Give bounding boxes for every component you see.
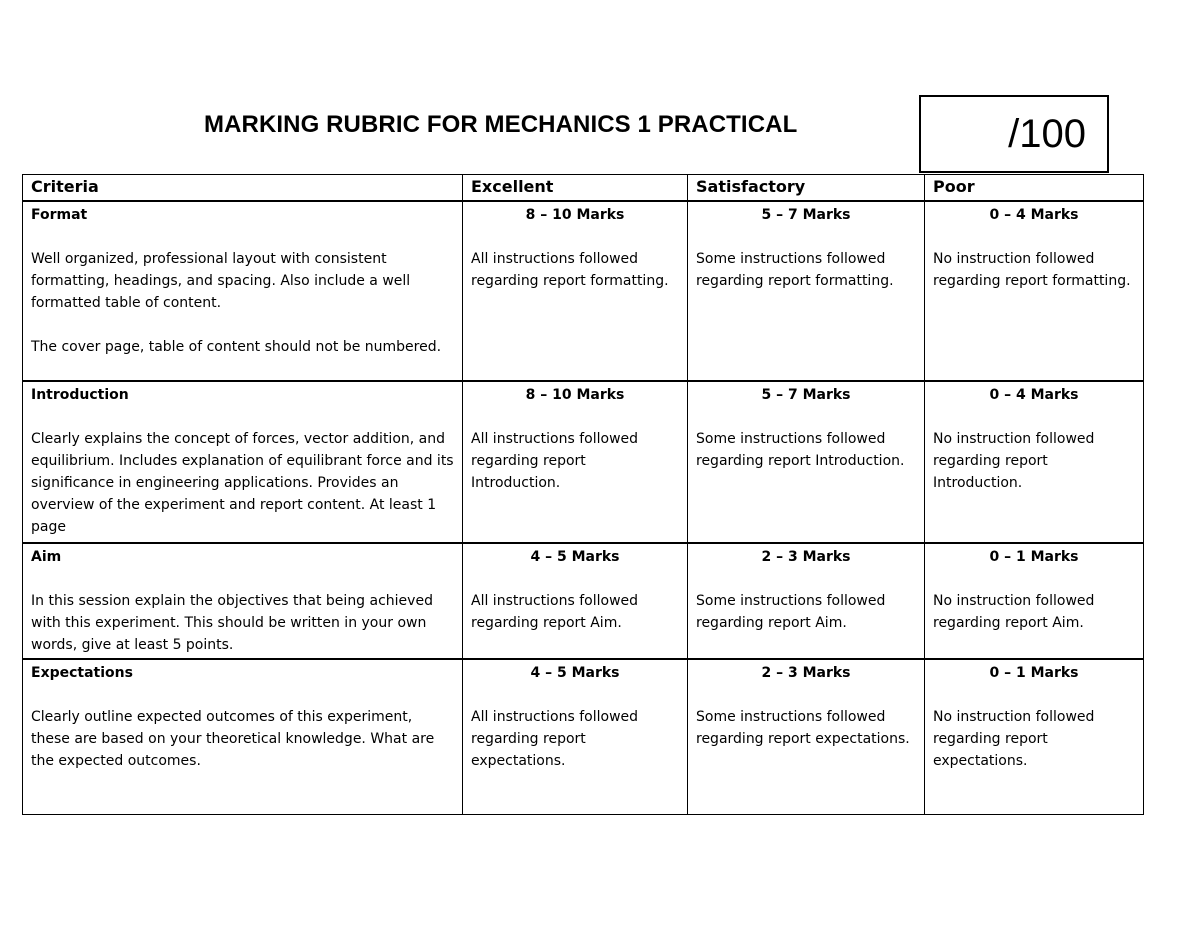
poor-cell [925,381,1144,543]
satisfactory-cell [688,201,925,381]
table-row [23,543,1144,659]
satisfactory-marks: 2 – 3 Marks [761,665,851,681]
excellent-cell [463,543,688,659]
excellent-marks: 8 – 10 Marks [525,207,625,223]
satisfactory-cell [688,543,925,659]
criterion-cell [23,659,463,815]
rubric-table [22,174,1144,815]
satisfactory-marks: 5 – 7 Marks [761,207,851,223]
excellent-description: All instructions followed regarding report expectations. [471,709,639,769]
excellent-cell [463,659,688,815]
excellent-marks: 4 – 5 Marks [530,549,620,565]
excellent-description: All instructions followed regarding report Introduction. [471,431,639,491]
table-row [23,201,1144,381]
table-row [23,659,1144,815]
satisfactory-marks: 5 – 7 Marks [761,387,851,403]
criterion-name: Format [31,207,88,223]
satisfactory-description: Some instructions followed regarding report Introduction. [696,431,905,469]
criterion-description: Clearly explains the concept of forces, vector addition, and equilibrium. Includes explanation of equilibrant force and its significance in engineering applications. Provides an overview of the experiment and report content. At least 1 page [31,431,454,535]
excellent-marks: 8 – 10 Marks [525,387,625,403]
header-satisfactory: Satisfactory [688,175,925,202]
excellent-cell [463,201,688,381]
excellent-marks: 4 – 5 Marks [530,665,620,681]
document-title: MARKING RUBRIC FOR MECHANICS 1 PRACTICAL [204,111,798,138]
criterion-name: Expectations [31,665,133,681]
criterion-name: Aim [31,549,62,565]
criterion-description: Clearly outline expected outcomes of this experiment, these are based on your theoretical knowledge. What are the expected outcomes. [31,709,435,769]
poor-cell [925,659,1144,815]
satisfactory-description: Some instructions followed regarding report expectations. [696,709,910,747]
header-row [23,175,1144,202]
table-row [23,381,1144,543]
poor-description: No instruction followed regarding report expectations. [933,709,1095,769]
criterion-cell [23,201,463,381]
criterion-cell [23,381,463,543]
criterion-name: Introduction [31,387,129,403]
satisfactory-description: Some instructions followed regarding report formatting. [696,251,894,289]
satisfactory-cell [688,659,925,815]
excellent-cell [463,381,688,543]
header-poor: Poor [925,175,1144,202]
excellent-description: All instructions followed regarding report Aim. [471,593,639,631]
poor-description: No instruction followed regarding report Aim. [933,593,1095,631]
criterion-cell [23,543,463,659]
poor-description: No instruction followed regarding report formatting. [933,251,1131,289]
poor-marks: 0 – 4 Marks [989,387,1079,403]
total-score-label: /100 [1008,112,1086,156]
header-criteria: Criteria [23,175,463,202]
criterion-description: In this session explain the objectives that being achieved with this experiment. This should be written in your own words, give at least 5 points. [31,593,433,653]
criterion-description: Well organized, professional layout with consistent formatting, headings, and spacing. Also include a well formatted table of content. The cover page, table of content should not be numbered. [31,251,442,355]
poor-cell [925,201,1144,381]
total-score-box [919,95,1109,173]
poor-marks: 0 – 4 Marks [989,207,1079,223]
header-excellent: Excellent [463,175,688,202]
satisfactory-cell [688,381,925,543]
excellent-description: All instructions followed regarding report formatting. [471,251,669,289]
poor-description: No instruction followed regarding report Introduction. [933,431,1095,491]
poor-marks: 0 – 1 Marks [989,665,1079,681]
poor-marks: 0 – 1 Marks [989,549,1079,565]
satisfactory-description: Some instructions followed regarding report Aim. [696,593,886,631]
satisfactory-marks: 2 – 3 Marks [761,549,851,565]
poor-cell [925,543,1144,659]
